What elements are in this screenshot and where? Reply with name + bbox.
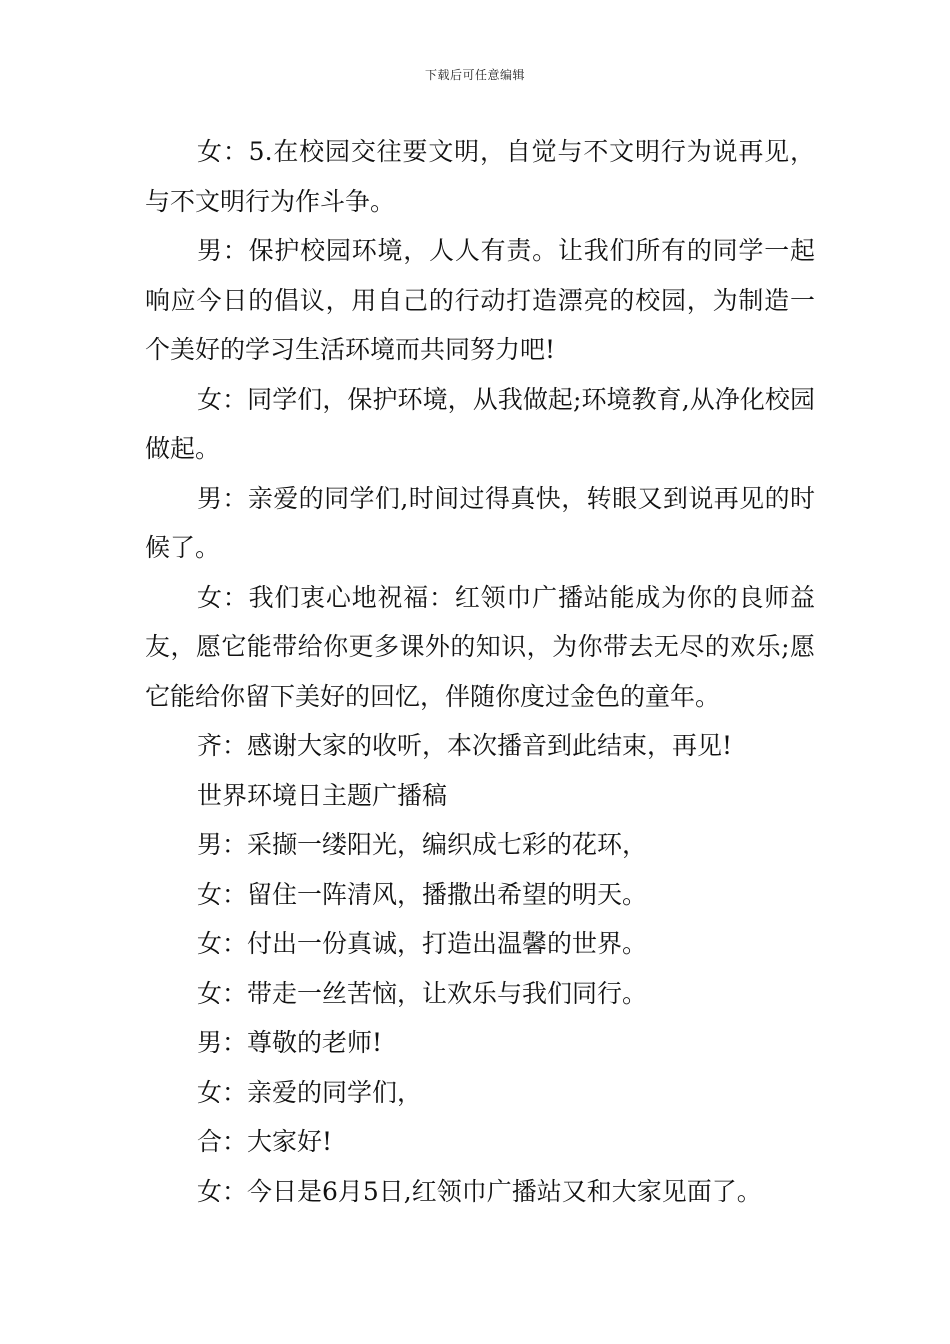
paragraph: 女：付出一份真诚，打造出温馨的世界。 [197,929,648,958]
paragraph: 齐：感谢大家的收听，本次播音到此结束，再见! [197,731,733,760]
paragraph: 女：我们衷心地祝福：红领巾广播站能成为你的良师益友，愿它能带给你更多课外的知识，为你带去无尽的欢乐;愿它能给你留下美好的回忆，伴随你度过金色的童年。 [145,582,815,711]
paragraph: 女：带走一丝苦恼，让欢乐与我们同行。 [197,978,648,1008]
paragraph: 男：亲爱的同学们,时间过得真快，转眼又到说再见的时候了。 [145,483,815,562]
paragraph: 男：采撷一缕阳光，编织成七彩的花环， [197,830,648,859]
paragraph: 合：大家好! [197,1127,333,1156]
paragraph: 男：尊敬的老师! [197,1028,383,1057]
paragraph: 女：同学们，保护环境，从我做起;环境教育,从净化校园做起。 [145,384,815,463]
paragraph: 女：留住一阵清风，播撒出希望的明天。 [197,879,648,909]
document-body [145,127,815,1216]
paragraph: 女：亲爱的同学们， [197,1077,423,1107]
paragraph: 男：保护校园环境，人人有责。让我们所有的同学一起响应今日的倡议，用自己的行动打造漂亮的校园，为制造一个美好的学习生活环境而共同努力吧! [145,236,815,364]
section-title: 世界环境日主题广播稿 [197,780,448,810]
paragraph: 女：今日是6月5日,红领巾广播站又和大家见面了。 [197,1176,762,1206]
paragraph: 女：5.在校园交往要文明，自觉与不文明行为说再见，与不文明行为作斗争。 [145,137,815,216]
page-header: 下载后可任意编辑 [424,68,525,82]
